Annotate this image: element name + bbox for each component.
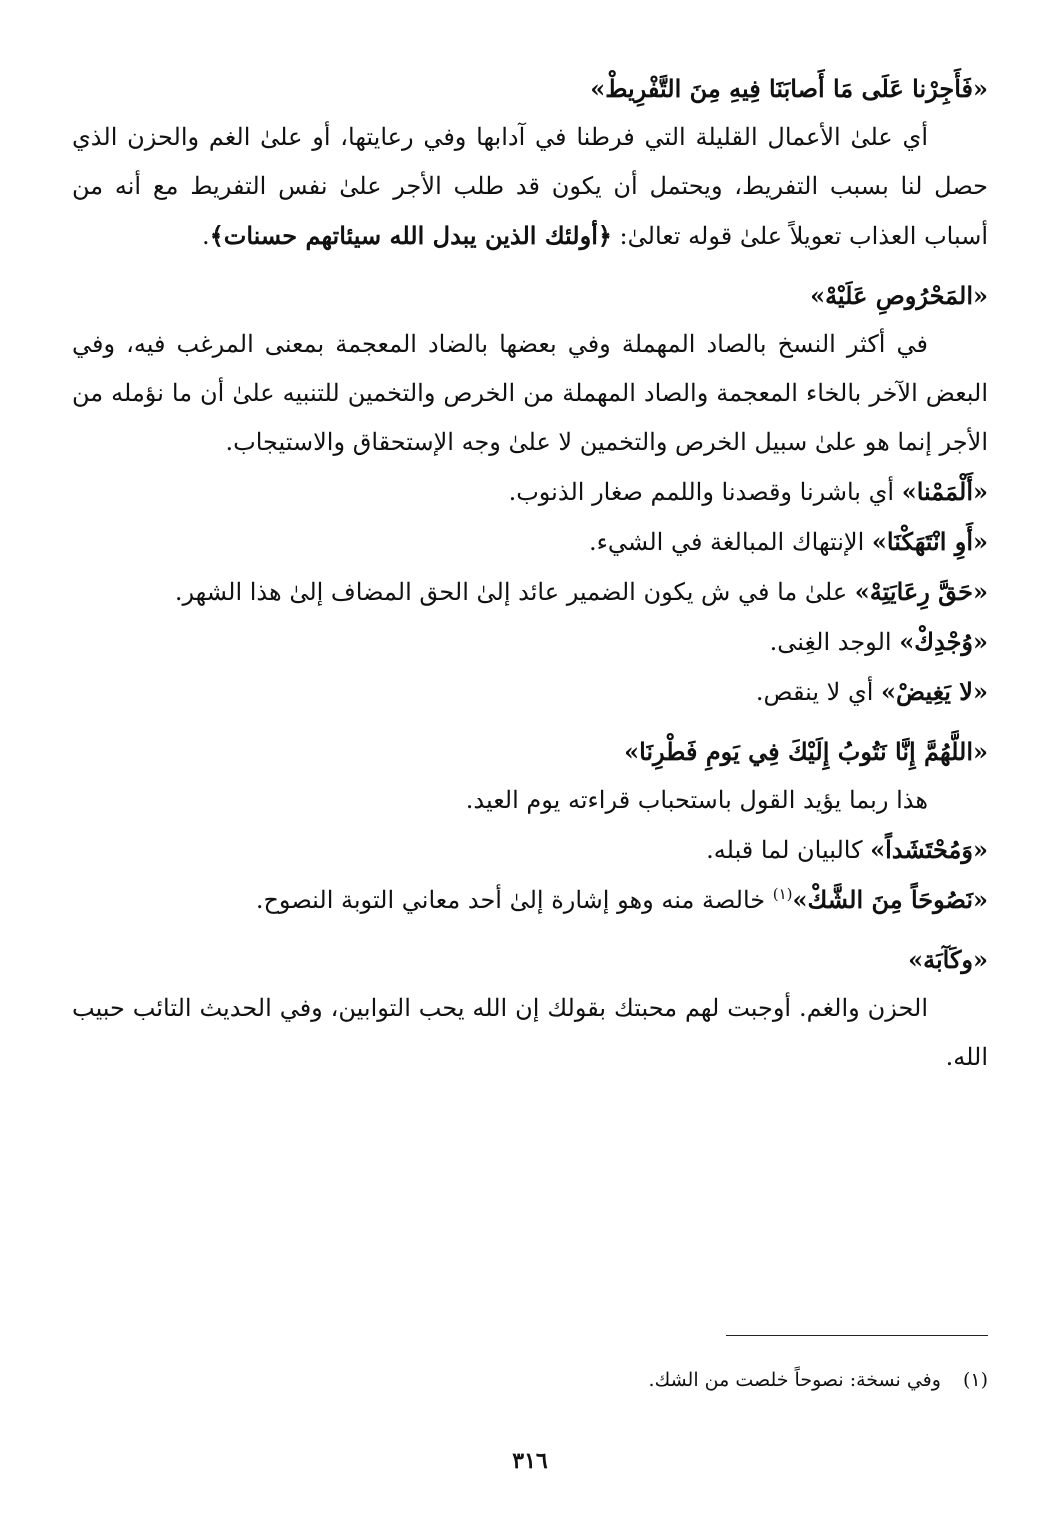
entry-term: «لا يَغِيضْ» <box>881 677 988 706</box>
section-explanation-tafrit <box>72 113 988 261</box>
entry-term: «حَقَّ رِعَايَتِهْ» <box>854 577 988 606</box>
entry-intahakna <box>72 517 988 567</box>
entry-term: «أَلْمَمْنا» <box>901 477 988 506</box>
section-heading-tafrit: «فَأَجِرْنا عَلَى مَا أَصابَنَا فِيهِ مِنَ التَّفْرِيطْ» <box>590 74 988 103</box>
entry-text: علىٰ ما في ش يكون الضمير عائد إلىٰ الحق المضاف إلىٰ هذا الشهر. <box>174 578 855 606</box>
page-number: ٣١٦ <box>512 1448 548 1474</box>
section-heading-mahrus: «المَحْرُوصِ عَلَيْهْ» <box>810 281 988 310</box>
entry-term: «نَصُوحَاً مِنَ الشَّكْ» <box>792 885 988 914</box>
entry-text: الإنتهاك المبالغة في الشيء. <box>589 528 872 556</box>
entry-text: خالصة منه وهو إشارة إلىٰ أحد معاني التوبة النصوح. <box>255 886 773 914</box>
footnote-number: (١) <box>962 1369 988 1391</box>
explanation-text: أي علىٰ الأعمال القليلة التي فرطنا في آدابها وفي رعايتها، أو علىٰ الغم والحزن الذي حصل لنا بسبب التفريط، ويحتمل أن يكون قد طلب الأجر علىٰ نفس التفريط مع أنه من أسباب العذاب تعويلاً علىٰ قوله تعالىٰ: <box>72 123 988 250</box>
section-explanation-kaaba: الحزن والغم. أوجبت لهم محبتك بقولك إن الله يحب التوابين، وفي الحديث التائب حبيب الله. <box>72 994 988 1071</box>
explanation-end: . <box>202 222 210 250</box>
entry-haqq-riayatih <box>72 567 988 617</box>
footnote-divider <box>726 1335 988 1336</box>
entry-term: «أَوِ انْتَهَكْنَا» <box>871 527 988 556</box>
quran-quote: ﴿أولئك الذين يبدل الله سيئاتهم حسنات﴾ <box>209 221 612 250</box>
entry-alamna <box>72 467 988 517</box>
entry-text: أي لا ينقص. <box>755 678 882 706</box>
page-body <box>72 64 988 1082</box>
section-explanation-mahrus: في أكثر النسخ بالصاد المهملة وفي بعضها بالضاد المعجمة بمعنى المرغب فيه، وفي البعض الآخر بالخاء المعجمة والصاد المهملة من الخرص والتخمين للتنبيه علىٰ أن ما نؤمله من الأجر إنما هو علىٰ سبيل الخرص والتخمين لا علىٰ وجه الإستحقاق والاستيجاب. <box>72 330 988 456</box>
entry-muhtashadan <box>72 825 988 875</box>
footnote-text: وفي نسخة: نصوحاً خلصت من الشك. <box>648 1369 941 1391</box>
dua-explanation: هذا ربما يؤيد القول باستحباب قراءته يوم العيد. <box>465 786 928 814</box>
entry-la-yaghid <box>72 667 988 717</box>
entry-term: «وَمُحْتَشَداً» <box>870 835 988 864</box>
footnote-reference[interactable]: (١) <box>772 885 793 903</box>
entry-text: كالبيان لما قبله. <box>706 836 871 864</box>
entry-text: الوجد الغِنى. <box>769 628 900 656</box>
entry-nasuhan <box>72 875 988 925</box>
entry-wujdik <box>72 617 988 667</box>
section-heading-kaaba: «وكَآبَة» <box>908 945 988 974</box>
entry-term: «وُجْدِكْ» <box>899 627 988 656</box>
footnote <box>72 1365 988 1395</box>
entry-text: أي باشرنا وقصدنا واللمم صغار الذنوب. <box>508 478 902 506</box>
dua-heading: «اللَّهُمَّ إِنَّا نَتُوبُ إِلَيْكَ فِي يَومِ فَطْرِنَا» <box>624 737 988 766</box>
